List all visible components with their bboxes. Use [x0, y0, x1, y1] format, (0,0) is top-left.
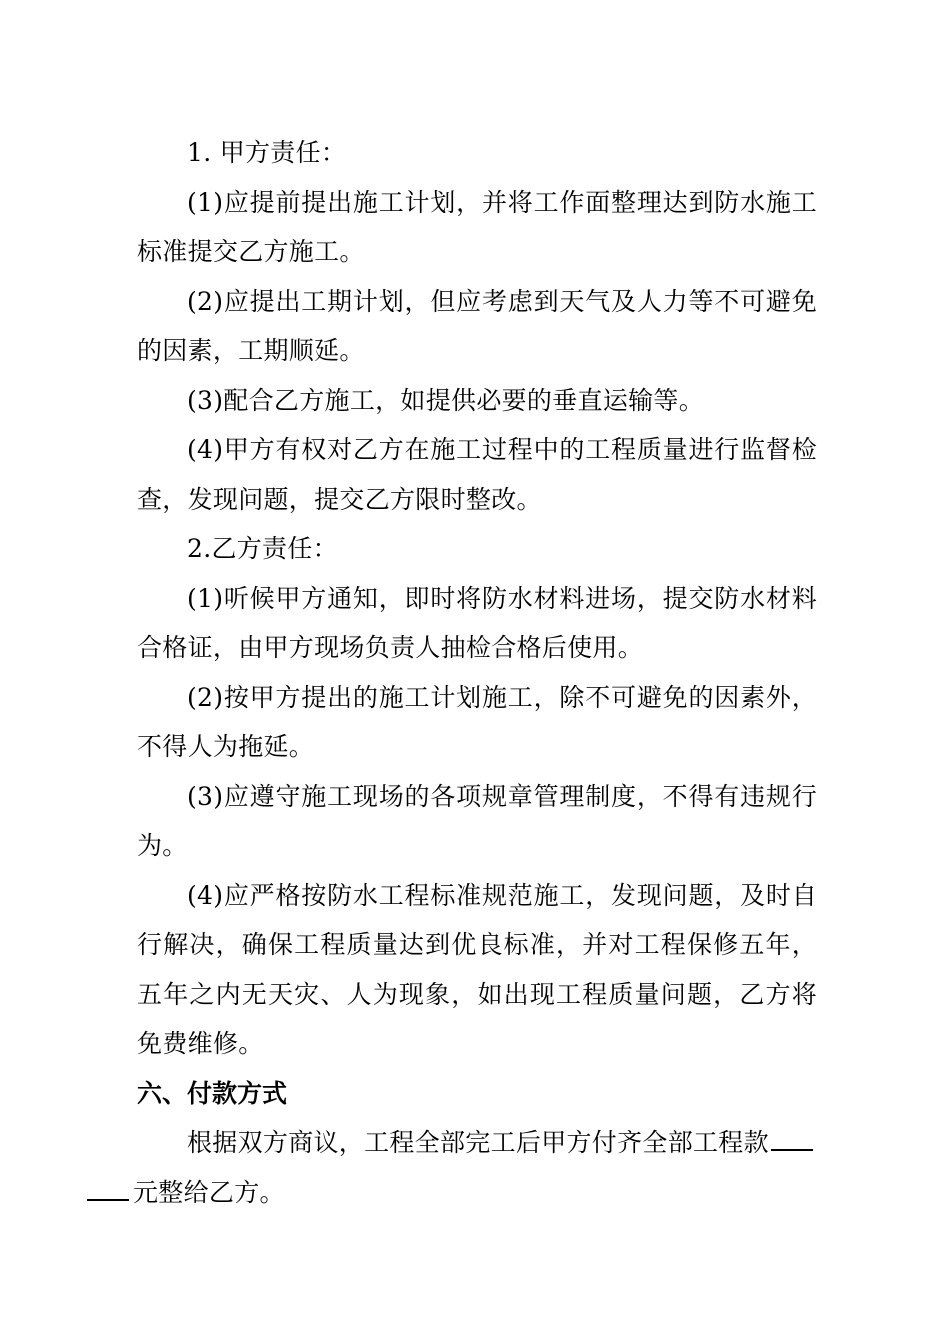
section-b-title: 2.乙方责任：: [187, 534, 338, 563]
amount-blank-line-continued: [87, 1177, 129, 1201]
section-a-item-3: (3)配合乙方施工，如提供必要的垂直运输等。: [187, 385, 705, 415]
section-a-item-1: (1)应提前提出施工计划，并将工作面整理达到防水施工标准提交乙方施工。: [137, 187, 817, 266]
section-six-heading: 六、付款方式: [137, 1078, 288, 1108]
payment-paragraph: [133, 1118, 817, 1217]
payment-text-before: 根据双方商议，工程全部完工后甲方付齐全部工程款: [187, 1128, 769, 1157]
section-a-item-4: (4)甲方有权对乙方在施工过程中的工程质量进行监督检查，发现问题，提交乙方限时整改。: [137, 435, 817, 514]
section-a-title: 1. 甲方责任：: [187, 138, 347, 167]
section-b-item-4: (4)应严格按防水工程标准规范施工，发现问题，及时自行解决，确保工程质量达到优良标准，并对工程保修五年，五年之内无天灾、人为现象，如出现工程质量问题，乙方将免费维修。: [137, 880, 817, 1058]
amount-blank-line: [771, 1127, 813, 1151]
section-b-item-2: (2)按甲方提出的施工计划施工，除不可避免的因素外，不得人为拖延。: [137, 682, 817, 761]
section-b-item-1: (1)听候甲方通知，即时将防水材料进场，提交防水材料合格证，由甲方现场负责人抽检合格后使用。: [137, 583, 817, 662]
section-a-item-2: (2)应提出工期计划，但应考虑到天气及人力等不可避免的因素，工期顺延。: [137, 286, 817, 365]
document-page: [133, 128, 817, 1217]
section-b-item-3: (3)应遵守施工现场的各项规章管理制度，不得有违规行为。: [137, 781, 817, 860]
payment-text-after: 元整给乙方。: [133, 1177, 285, 1207]
